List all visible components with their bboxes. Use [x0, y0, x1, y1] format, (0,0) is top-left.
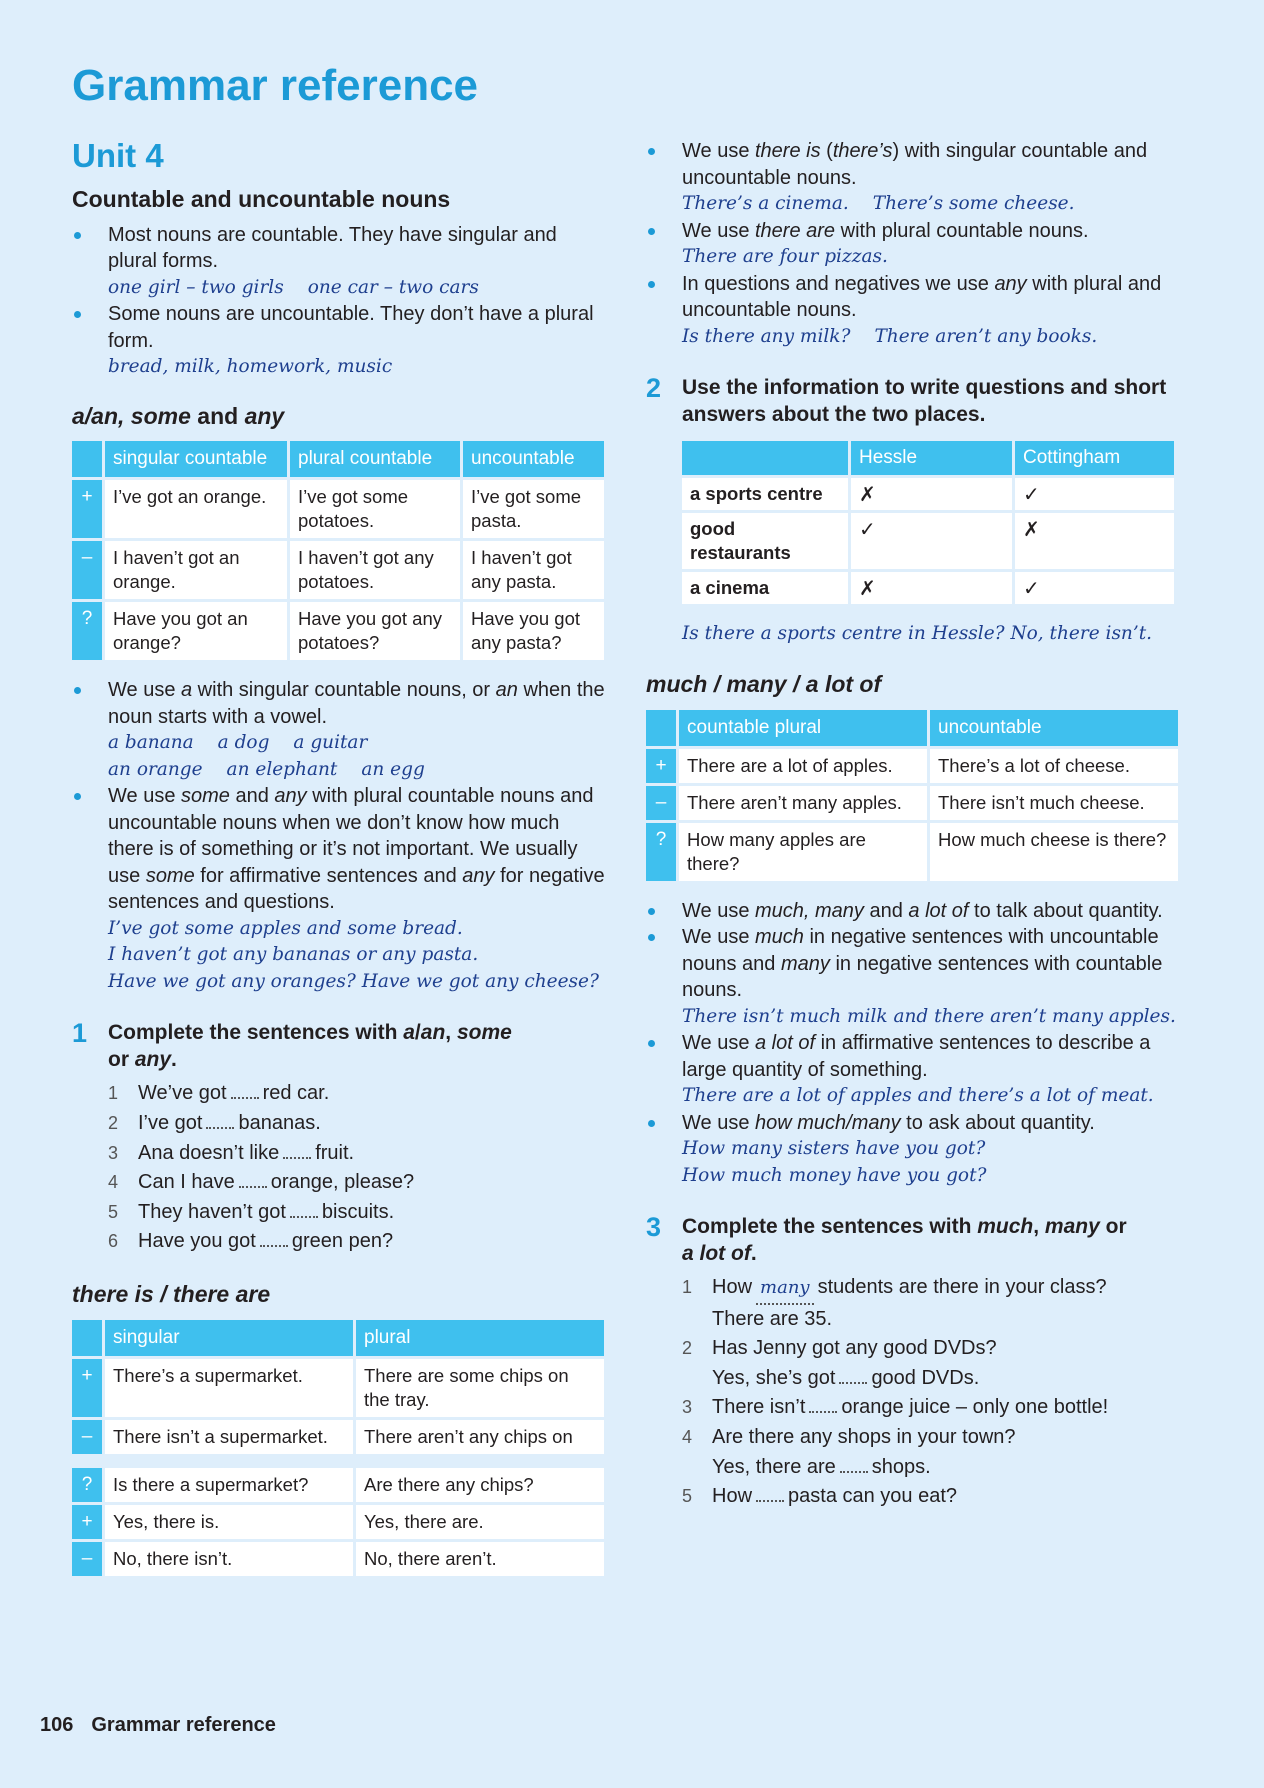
table-row: – There aren’t many apples. There isn’t much cheese. [646, 786, 1178, 820]
example: an orange an elephant an egg [108, 758, 425, 780]
table-corner [72, 441, 102, 477]
exercise-2 [646, 374, 1184, 647]
example: There isn’t much milk and there aren’t many apples. [682, 1005, 1176, 1027]
list-item: 5 They haven’t got biscuits. [108, 1198, 607, 1228]
example: How many sisters have you got? [682, 1138, 986, 1160]
table-row: ? Have you got an orange? Have you got any potatoes? Have you got any pasta? [72, 602, 604, 660]
table-header [682, 441, 848, 475]
left-column [72, 138, 607, 1579]
table-row: ? How many apples are there? How much cheese is there? [646, 823, 1178, 881]
example: There are a lot of apples and there’s a lot of meat. [682, 1085, 1154, 1107]
list-item: There are 35. [712, 1307, 833, 1330]
answer-gap[interactable] [239, 1168, 267, 1188]
table-row: a cinema ✗ ✓ [682, 572, 1174, 604]
answer-gap[interactable] [840, 1453, 868, 1473]
list-item: 4 Are there any shops in your town? [682, 1426, 1016, 1449]
unit-title: Unit 4 [72, 137, 164, 174]
exercise-title: Complete the sentences with much, many or a lot of. [682, 1215, 1127, 1266]
table-header: Cottingham [1015, 441, 1174, 475]
list-item: 1 We’ve got red car. [108, 1079, 607, 1109]
table-row: + Yes, there is. Yes, there are. [72, 1505, 604, 1539]
list-item: We use a with singular countable nouns, or an when the noun starts with a vowel. a banana a dog a guitar an orange an elephant an egg [72, 677, 607, 783]
table-row: + There are a lot of apples. There’s a lot of cheese. [646, 749, 1178, 783]
table-header: Hessle [851, 441, 1012, 475]
exercise-title: Use the information to write questions and short answers about the two places. [682, 376, 1167, 426]
exercise-number: 2 [646, 373, 662, 403]
list-item: 2 I’ve got bananas. [108, 1109, 607, 1139]
example: I’ve got some apples and some bread. [108, 917, 463, 939]
exercise-items [72, 1079, 607, 1257]
table-header: singular [105, 1320, 353, 1356]
answer-gap[interactable] [206, 1109, 234, 1129]
example: Is there a sports centre in Hessle? No, there isn’t. [682, 623, 1153, 644]
example: Have we got any oranges? Have we got any cheese? [108, 970, 599, 992]
answer-example: many [756, 1273, 814, 1305]
example: There are four pizzas. [682, 246, 888, 267]
exercise-number: 3 [646, 1212, 662, 1243]
right-column [646, 138, 1184, 1512]
places-table [679, 438, 1177, 607]
list-item: 4 Can I have orange, please? [108, 1168, 607, 1198]
answer-gap[interactable] [283, 1139, 311, 1159]
countable-heading: Countable and uncountable nouns [72, 186, 451, 213]
list-item: Most nouns are countable. They have singular and plural forms. one girl – two girls one car – two cars [72, 222, 607, 302]
exercise-title: Complete the sentences with a/an, some or any. [108, 1021, 512, 1072]
answer-gap[interactable] [231, 1079, 259, 1099]
example: There’s a cinema. There’s some cheese. [682, 193, 1075, 214]
table-header: plural countable [290, 441, 460, 477]
table-row: – I haven’t got an orange. I haven’t got any potatoes. I haven’t got any pasta. [72, 541, 604, 599]
example: How much money have you got? [682, 1164, 987, 1186]
list-item: We use there are with plural countable nouns. There are four pizzas. [646, 218, 1184, 271]
list-item: 3 There isn’t orange juice – only one bottle! [682, 1393, 1184, 1423]
page-number: 106 [40, 1714, 74, 1736]
table-row: + I’ve got an orange. I’ve got some potatoes. I’ve got some pasta. [72, 480, 604, 538]
table-header: uncountable [930, 710, 1178, 746]
exercise-1 [72, 1019, 607, 1257]
page-footer [40, 1714, 276, 1737]
table-corner [646, 710, 676, 746]
table-corner [72, 1320, 102, 1356]
list-item: Yes, she’s got good DVDs. [682, 1364, 1184, 1394]
table-row: ? Is there a supermarket? Are there any chips? [72, 1468, 604, 1502]
answer-gap[interactable] [756, 1482, 784, 1502]
example: one girl – two girls one car – two cars [108, 276, 479, 298]
list-item: In questions and negatives we use any with plural and uncountable nouns. Is there any milk? There aren’t any books. [646, 271, 1184, 351]
example: bread, milk, homework, music [108, 356, 393, 378]
aan-bullets [72, 677, 607, 995]
list-item: Some nouns are uncountable. They don’t have a plural form. bread, milk, homework, music [72, 301, 607, 381]
table-row: – No, there isn’t. No, there aren’t. [72, 1542, 604, 1576]
list-item: We use there is (there’s) with singular countable and uncountable nouns. There’s a cinema. There’s some cheese. [646, 138, 1184, 218]
list-item: We use much, many and a lot of to talk about quantity. [646, 898, 1184, 925]
thereis-questions-table [69, 1465, 607, 1579]
exercise-items [646, 1273, 1184, 1512]
aan-heading: a/an, some and any [72, 402, 285, 429]
list-item: We use much in negative sentences with uncountable nouns and many in negative sentences with countable nouns. There isn’t much milk and there aren’t many apples. [646, 924, 1184, 1030]
example: Is there any milk? There aren’t any books. [682, 325, 1098, 347]
countable-bullets [72, 222, 607, 381]
much-heading: much / many / a lot of [646, 671, 882, 697]
exercise-3 [646, 1213, 1184, 1512]
table-header: countable plural [679, 710, 927, 746]
table-header: singular countable [105, 441, 287, 477]
answer-gap[interactable] [260, 1227, 288, 1247]
table-row: – There isn’t a supermarket. There aren’t any chips on [72, 1420, 604, 1454]
example: I haven’t got any bananas or any pasta. [108, 944, 479, 966]
thereis-heading: there is / there are [72, 1281, 271, 1308]
footer-label: Grammar reference [91, 1714, 276, 1736]
answer-gap[interactable] [809, 1393, 837, 1413]
list-item: 5 How pasta can you eat? [682, 1482, 1184, 1512]
aan-table [69, 438, 607, 663]
list-item: 6 Have you got green pen? [108, 1227, 607, 1257]
page-title: Grammar reference [72, 61, 479, 110]
exercise-number: 1 [72, 1018, 88, 1049]
answer-gap[interactable] [839, 1364, 867, 1384]
table-row: + There’s a supermarket. There are some chips on the tray. [72, 1359, 604, 1417]
example: a banana a dog a guitar [108, 732, 368, 754]
table-header: uncountable [463, 441, 604, 477]
table-header: plural [356, 1320, 604, 1356]
table-row: good restaurants ✓ ✗ [682, 513, 1174, 569]
thereis-bullets [646, 138, 1184, 350]
list-item: Yes, there are shops. [682, 1453, 1184, 1483]
list-item: 2 Has Jenny got any good DVDs? [682, 1337, 997, 1360]
list-item: We use how much/many to ask about quantity. How many sisters have you got? How much money have you got? [646, 1110, 1184, 1190]
thereis-table [69, 1317, 607, 1457]
table-row: a sports centre ✗ ✓ [682, 478, 1174, 510]
much-bullets [646, 898, 1184, 1190]
list-item: 1 How many students are there in your class? [682, 1273, 1184, 1305]
list-item: We use a lot of in affirmative sentences to describe a large quantity of something. There are a lot of apples and there’s a lot of meat. [646, 1030, 1184, 1110]
much-table [643, 707, 1181, 884]
list-item: 3 Ana doesn’t like fruit. [108, 1139, 607, 1169]
list-item: We use some and any with plural countable nouns and uncountable nouns when we don’t know how much there is of something or it’s not important. We usually use some for affirmative sentences and any for negative sentences and questions. I’ve got some apples and some bread. I haven’t got any bananas or any pasta. Have we got any oranges? Have we got any cheese? [72, 783, 607, 995]
answer-gap[interactable] [290, 1198, 318, 1218]
